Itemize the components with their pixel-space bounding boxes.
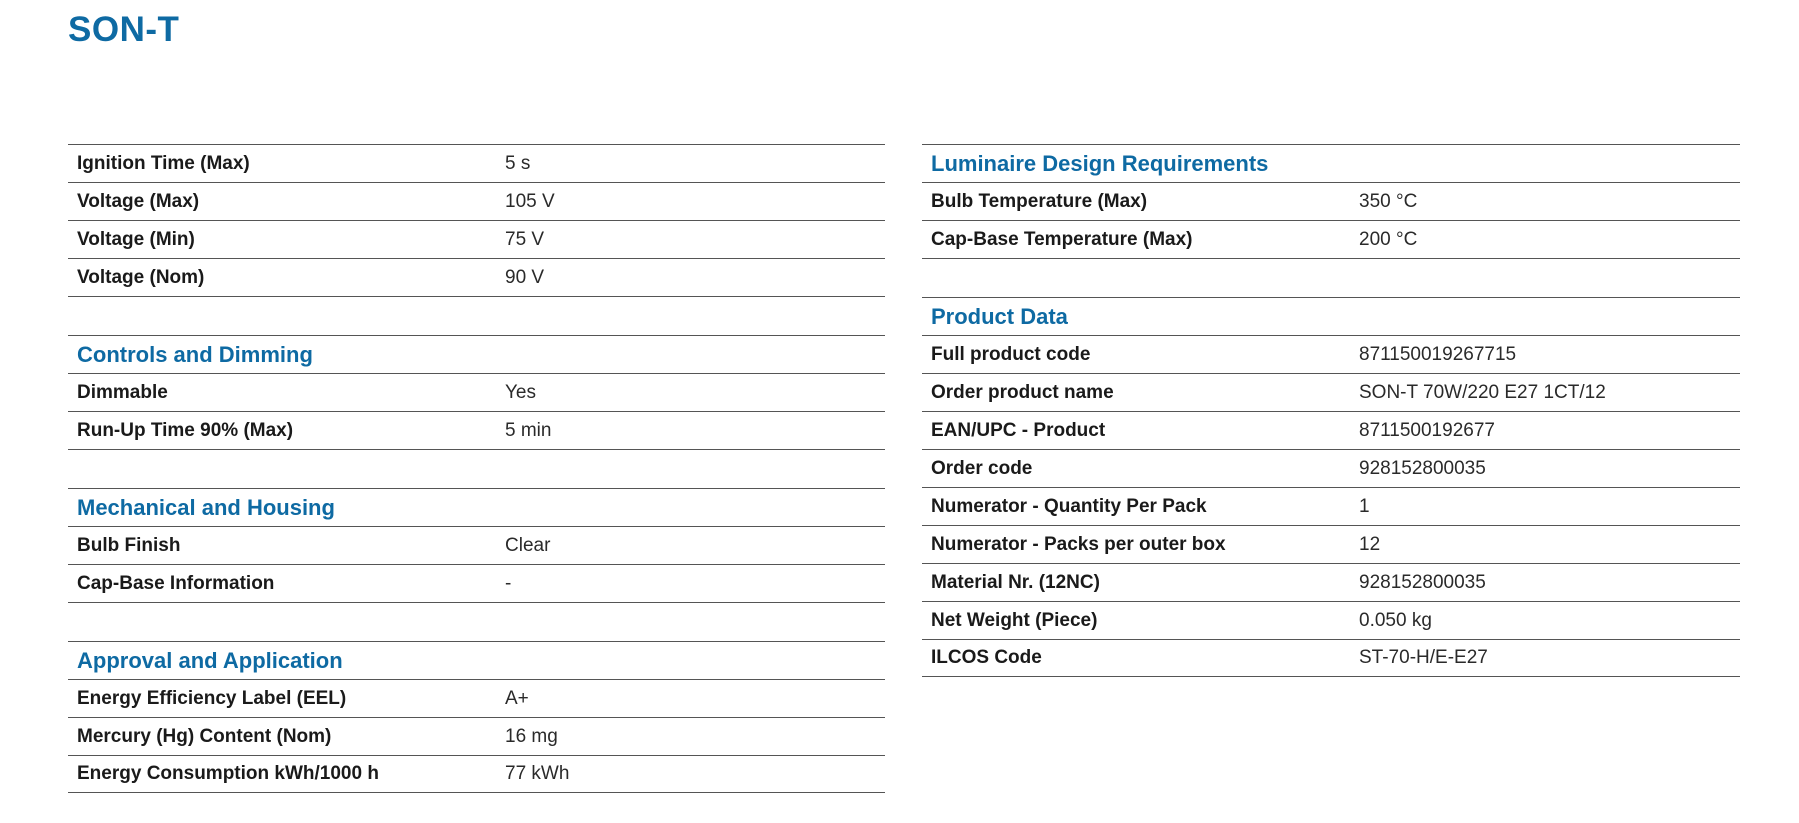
spec-row-ilcos-code xyxy=(922,639,1740,677)
spacer-row xyxy=(68,296,885,335)
section-heading-label: Controls and Dimming xyxy=(77,341,313,367)
spec-value: - xyxy=(505,572,512,594)
spec-value: 8711500192677 xyxy=(1359,419,1495,441)
spec-label: Dimmable xyxy=(77,381,168,403)
spec-label: Voltage (Nom) xyxy=(77,266,205,288)
spec-value: 5 min xyxy=(505,419,552,441)
spec-value: Yes xyxy=(505,381,536,403)
spec-label: Order code xyxy=(931,457,1033,479)
spec-value: 12 xyxy=(1359,533,1381,555)
spec-value: 200 °C xyxy=(1359,228,1418,250)
spec-row-numerator-quantity-per-pack xyxy=(922,487,1740,525)
spec-row-run-up-time-90-max xyxy=(68,411,885,449)
page-title: SON-T xyxy=(68,10,180,49)
spec-value: 105 V xyxy=(505,190,555,212)
spec-row-net-weight-piece xyxy=(922,601,1740,639)
spec-row-bulb-temperature-max xyxy=(922,182,1740,220)
section-heading-label: Product Data xyxy=(931,303,1068,329)
spec-value: 77 kWh xyxy=(505,763,570,784)
spec-label: Numerator - Packs per outer box xyxy=(931,533,1226,555)
spec-row-voltage-min xyxy=(68,220,885,258)
spec-row-numerator-packs-per-outer-box xyxy=(922,525,1740,563)
spec-label: Full product code xyxy=(931,343,1091,365)
section-heading-mechanical-and-housing xyxy=(68,488,885,526)
spec-value: SON-T 70W/220 E27 1CT/12 xyxy=(1359,381,1606,403)
section-heading-luminaire-design-requirements xyxy=(922,144,1740,182)
section-heading-label: Mechanical and Housing xyxy=(77,494,335,520)
spec-row-order-product-name xyxy=(922,373,1740,411)
spec-label: Energy Efficiency Label (EEL) xyxy=(77,687,347,709)
right-spec-column xyxy=(922,144,1740,677)
spec-row-ean-upc-product xyxy=(922,411,1740,449)
spec-value: 350 °C xyxy=(1359,190,1418,212)
spec-value: 0.050 kg xyxy=(1359,609,1432,631)
spec-value: 928152800035 xyxy=(1359,457,1486,479)
spec-value: ST-70-H/E-E27 xyxy=(1359,647,1488,668)
spec-label: Bulb Finish xyxy=(77,534,181,556)
spec-label: Net Weight (Piece) xyxy=(931,609,1098,631)
spec-label: Cap-Base Information xyxy=(77,572,275,594)
spec-row-cap-base-information xyxy=(68,564,885,602)
spec-row-energy-consumption-kwh-1000-h xyxy=(68,755,885,793)
spec-row-mercury-hg-content-nom xyxy=(68,717,885,755)
spec-value: 90 V xyxy=(505,266,545,288)
spec-label: Order product name xyxy=(931,381,1114,403)
spec-label: ILCOS Code xyxy=(931,647,1042,668)
spec-value: 75 V xyxy=(505,228,545,250)
spec-label: Voltage (Min) xyxy=(77,228,195,250)
spec-row-bulb-finish xyxy=(68,526,885,564)
spec-row-ignition-time-max xyxy=(68,144,885,182)
spec-row-order-code xyxy=(922,449,1740,487)
spacer-row xyxy=(68,602,885,641)
section-heading-label: Approval and Application xyxy=(77,647,343,673)
spec-value: 5 s xyxy=(505,152,531,174)
spec-value: A+ xyxy=(505,687,529,709)
spec-value: 871150019267715 xyxy=(1359,343,1517,365)
section-heading-controls-and-dimming xyxy=(68,335,885,373)
spec-label: Run-Up Time 90% (Max) xyxy=(77,419,294,441)
spec-value: 928152800035 xyxy=(1359,571,1486,593)
spec-row-material-nr-12nc xyxy=(922,563,1740,601)
spec-value: 16 mg xyxy=(505,725,558,747)
spec-label: Material Nr. (12NC) xyxy=(931,571,1100,593)
spacer-row xyxy=(68,449,885,488)
left-spec-column xyxy=(68,144,885,793)
spec-row-energy-efficiency-label-eel xyxy=(68,679,885,717)
spec-label: Mercury (Hg) Content (Nom) xyxy=(77,725,332,747)
spec-row-voltage-nom xyxy=(68,258,885,296)
spec-row-dimmable xyxy=(68,373,885,411)
section-heading-label: Luminaire Design Requirements xyxy=(931,150,1269,176)
spec-row-full-product-code xyxy=(922,335,1740,373)
section-heading-product-data xyxy=(922,297,1740,335)
section-heading-approval-and-application xyxy=(68,641,885,679)
spec-label: EAN/UPC - Product xyxy=(931,419,1106,441)
spec-row-voltage-max xyxy=(68,182,885,220)
spec-value: 1 xyxy=(1359,495,1370,517)
spec-label: Bulb Temperature (Max) xyxy=(931,190,1148,212)
spec-label: Numerator - Quantity Per Pack xyxy=(931,495,1207,517)
spec-label: Ignition Time (Max) xyxy=(77,152,250,174)
spec-label: Voltage (Max) xyxy=(77,190,200,212)
spec-row-cap-base-temperature-max xyxy=(922,220,1740,258)
spec-label: Energy Consumption kWh/1000 h xyxy=(77,763,379,784)
spacer-row xyxy=(922,258,1740,297)
spec-label: Cap-Base Temperature (Max) xyxy=(931,228,1193,250)
spec-value: Clear xyxy=(505,534,551,556)
